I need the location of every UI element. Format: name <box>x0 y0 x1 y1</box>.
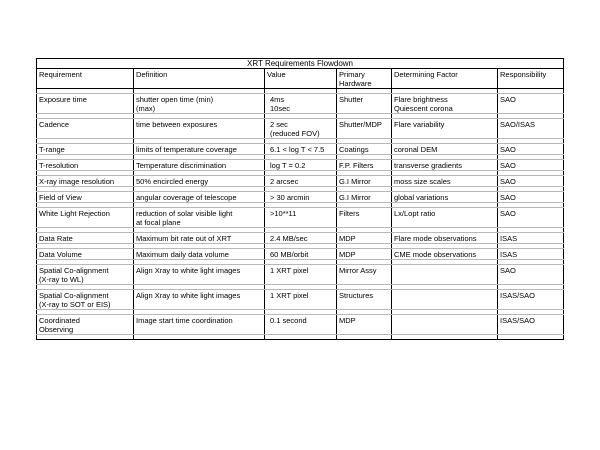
cell-line: Spatial Co-alignment <box>39 291 109 300</box>
cell-responsibility <box>498 192 564 203</box>
header-row <box>37 69 564 89</box>
cell-line: global variations <box>394 193 449 202</box>
cell-line: moss size scales <box>394 177 451 186</box>
cell-line: 4ms <box>270 95 285 104</box>
cell-line: CME mode observations <box>394 250 477 259</box>
cell-line: 10sec <box>270 104 291 113</box>
cell-value <box>265 265 337 285</box>
cell-line: Flare mode observations <box>394 234 477 243</box>
cell-line: White Light Rejection <box>39 209 110 218</box>
cell-line: F.P. Filters <box>339 161 374 170</box>
table-row <box>37 265 564 285</box>
table-row <box>37 119 564 139</box>
cell-line: (max) <box>136 104 156 113</box>
cell-line: SAO <box>500 177 516 186</box>
cell-line: MDP <box>339 234 356 243</box>
cell-determining-factor <box>392 160 498 171</box>
cell-responsibility <box>498 265 564 285</box>
table-row <box>37 192 564 203</box>
table-row <box>37 176 564 187</box>
table-row <box>37 160 564 171</box>
cell-line: 60 MB/orbit <box>270 250 309 259</box>
header-primary-hardware <box>337 69 392 89</box>
cell-line: Flare brightness <box>394 95 448 104</box>
cell-responsibility <box>498 119 564 139</box>
cell-line: MDP <box>339 250 356 259</box>
cell-determining-factor <box>392 249 498 260</box>
cell-line: X-ray image resolution <box>39 177 115 186</box>
spacer-cell <box>392 335 498 340</box>
cell-line: ISAS <box>500 234 518 243</box>
cell-line: Observing <box>39 325 74 334</box>
cell-hardware <box>337 315 392 335</box>
header-hardware-line: Hardware <box>339 79 372 88</box>
spacer-row <box>37 335 564 340</box>
cell-responsibility <box>498 249 564 260</box>
cell-definition <box>134 315 265 335</box>
cell-definition <box>134 249 265 260</box>
cell-line: log T = 0.2 <box>270 161 306 170</box>
cell-determining-factor <box>392 192 498 203</box>
cell-hardware <box>337 290 392 310</box>
cell-line: Spatial Co-alignment <box>39 266 109 275</box>
cell-requirement <box>37 233 134 244</box>
header-requirement: Requirement <box>37 69 134 89</box>
cell-line: T-resolution <box>39 161 79 170</box>
cell-hardware <box>337 233 392 244</box>
cell-determining-factor <box>392 119 498 139</box>
cell-requirement <box>37 144 134 155</box>
cell-line: ISAS/SAO <box>500 291 536 300</box>
cell-line: Exposure time <box>39 95 87 104</box>
header-determining-factor: Determining Factor <box>392 69 498 89</box>
cell-line: at focal plane <box>136 218 181 227</box>
cell-line: SAO <box>500 161 516 170</box>
cell-value <box>265 94 337 114</box>
cell-requirement <box>37 315 134 335</box>
cell-requirement <box>37 208 134 228</box>
cell-line: 2 sec <box>270 120 288 129</box>
cell-hardware <box>337 192 392 203</box>
cell-requirement <box>37 160 134 171</box>
cell-determining-factor <box>392 315 498 335</box>
cell-requirement <box>37 265 134 285</box>
table-title: XRT Requirements Flowdown <box>37 59 564 69</box>
cell-hardware <box>337 176 392 187</box>
cell-value <box>265 233 337 244</box>
cell-hardware <box>337 119 392 139</box>
cell-line: Align Xray to white light images <box>136 291 241 300</box>
cell-line: Quiescent corona <box>394 104 453 113</box>
requirements-table <box>36 58 564 340</box>
cell-line: Data Volume <box>39 250 82 259</box>
cell-line: (X-ray to WL) <box>39 275 84 284</box>
cell-hardware <box>337 144 392 155</box>
cell-line: Structures <box>339 291 374 300</box>
cell-line: > 30 arcmin <box>270 193 310 202</box>
cell-line: Maximum daily data volume <box>136 250 229 259</box>
cell-value <box>265 315 337 335</box>
cell-hardware <box>337 160 392 171</box>
cell-determining-factor <box>392 208 498 228</box>
cell-line: shutter open time (min) <box>136 95 214 104</box>
cell-line: SAO <box>500 193 516 202</box>
cell-line: Shutter/MDP <box>339 120 382 129</box>
cell-line: 2 arcsec <box>270 177 299 186</box>
table-row <box>37 290 564 310</box>
cell-line: SAO <box>500 266 516 275</box>
header-definition: Definition <box>134 69 265 89</box>
cell-line: T-range <box>39 145 65 154</box>
cell-line: reduction of solar visible light <box>136 209 233 218</box>
cell-line: limits of temperature coverage <box>136 145 237 154</box>
cell-definition <box>134 176 265 187</box>
header-hardware-line: Primary <box>339 70 365 79</box>
cell-responsibility <box>498 315 564 335</box>
cell-hardware <box>337 208 392 228</box>
cell-value <box>265 192 337 203</box>
cell-line: G.I Mirror <box>339 193 371 202</box>
cell-line: 6.1 < log T < 7.5 <box>270 145 325 154</box>
cell-requirement <box>37 249 134 260</box>
cell-definition <box>134 160 265 171</box>
cell-determining-factor <box>392 144 498 155</box>
cell-determining-factor <box>392 290 498 310</box>
cell-line: 1 XRT pixel <box>270 291 309 300</box>
cell-line: SAO/ISAS <box>500 120 536 129</box>
cell-line: Temperature discrimination <box>136 161 227 170</box>
cell-value <box>265 208 337 228</box>
cell-line: ISAS <box>500 250 518 259</box>
cell-requirement <box>37 192 134 203</box>
cell-value <box>265 249 337 260</box>
header-value: Value <box>265 69 337 89</box>
cell-line: >10**11 <box>270 209 297 218</box>
cell-definition <box>134 94 265 114</box>
spacer-cell <box>498 335 564 340</box>
cell-line: 2.4 MB/sec <box>270 234 308 243</box>
cell-requirement <box>37 119 134 139</box>
cell-line: Align Xray to white light images <box>136 266 241 275</box>
cell-hardware <box>337 249 392 260</box>
cell-definition <box>134 144 265 155</box>
cell-line: (X-ray to SOT or EIS) <box>39 300 111 309</box>
cell-line: Coatings <box>339 145 369 154</box>
cell-line: transverse gradients <box>394 161 462 170</box>
cell-line: 1 XRT pixel <box>270 266 309 275</box>
cell-definition <box>134 119 265 139</box>
cell-line: time between exposures <box>136 120 218 129</box>
cell-definition <box>134 208 265 228</box>
cell-responsibility <box>498 233 564 244</box>
cell-line: MDP <box>339 316 356 325</box>
cell-responsibility <box>498 94 564 114</box>
cell-hardware <box>337 265 392 285</box>
cell-value <box>265 119 337 139</box>
table-row <box>37 249 564 260</box>
cell-responsibility <box>498 144 564 155</box>
cell-line: coronal DEM <box>394 145 438 154</box>
cell-definition <box>134 265 265 285</box>
cell-line: SAO <box>500 145 516 154</box>
cell-line: Maximum bit rate out of XRT <box>136 234 232 243</box>
cell-line: Cadence <box>39 120 70 129</box>
cell-requirement <box>37 290 134 310</box>
cell-line: (reduced FOV) <box>270 129 320 138</box>
cell-line: Flare variability <box>394 120 445 129</box>
header-responsibility: Responsibility <box>498 69 564 89</box>
table-row <box>37 94 564 114</box>
cell-definition <box>134 233 265 244</box>
cell-responsibility <box>498 290 564 310</box>
cell-determining-factor <box>392 265 498 285</box>
cell-line: Mirror Assy <box>339 266 377 275</box>
cell-determining-factor <box>392 233 498 244</box>
cell-determining-factor <box>392 94 498 114</box>
table-row <box>37 144 564 155</box>
cell-line: G.I Mirror <box>339 177 371 186</box>
cell-determining-factor <box>392 176 498 187</box>
spacer-cell <box>37 335 134 340</box>
cell-line: Coordinated <box>39 316 80 325</box>
spacer-cell <box>265 335 337 340</box>
cell-value <box>265 160 337 171</box>
cell-line: Filters <box>339 209 360 218</box>
table-row <box>37 233 564 244</box>
table-row <box>37 315 564 335</box>
cell-requirement <box>37 176 134 187</box>
cell-line: Data Rate <box>39 234 73 243</box>
cell-responsibility <box>498 208 564 228</box>
cell-line: Image start time coordination <box>136 316 233 325</box>
cell-hardware <box>337 94 392 114</box>
requirements-document <box>36 58 563 340</box>
cell-line: 0.1 second <box>270 316 307 325</box>
cell-line: Lx/Lopt ratio <box>394 209 436 218</box>
cell-value <box>265 176 337 187</box>
cell-line: Field of View <box>39 193 82 202</box>
cell-line: SAO <box>500 209 516 218</box>
cell-responsibility <box>498 176 564 187</box>
cell-line: SAO <box>500 95 516 104</box>
cell-line: ISAS/SAO <box>500 316 536 325</box>
cell-responsibility <box>498 160 564 171</box>
cell-line: angular coverage of telescope <box>136 193 237 202</box>
cell-value <box>265 144 337 155</box>
cell-line: Shutter <box>339 95 364 104</box>
cell-value <box>265 290 337 310</box>
cell-requirement <box>37 94 134 114</box>
spacer-cell <box>337 335 392 340</box>
cell-definition <box>134 192 265 203</box>
cell-line: 50% encircled energy <box>136 177 209 186</box>
table-row <box>37 208 564 228</box>
cell-definition <box>134 290 265 310</box>
spacer-cell <box>134 335 265 340</box>
